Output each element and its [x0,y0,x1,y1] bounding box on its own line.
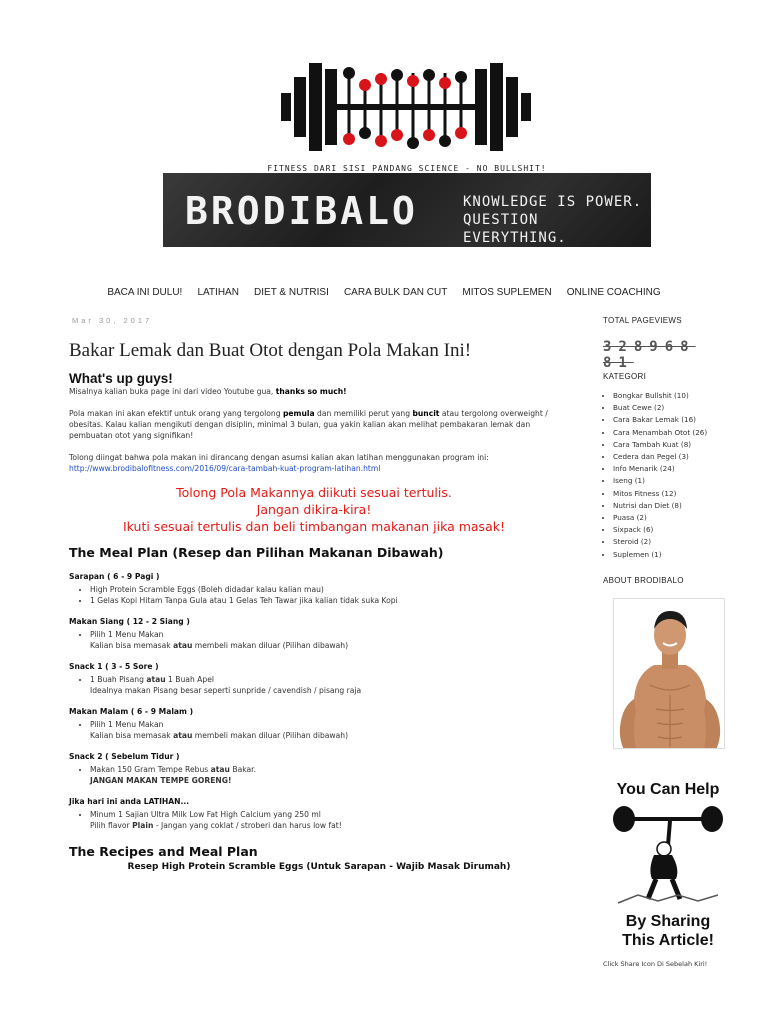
recipes-heading: The Recipes and Meal Plan [69,844,258,859]
greeting-heading: What's up guys! [69,371,173,386]
nav-item-online-coaching[interactable]: ONLINE COACHING [566,287,661,298]
post-date: Mar 30, 2017 [72,316,153,325]
slogan-line-1: KNOWLEDGE IS POWER. [463,194,643,210]
list-item [90,809,549,831]
pageviews-line-2: 81 [603,355,634,371]
meal-list-snack-2 [69,764,549,786]
category-link[interactable]: • Nutrisi dan Diet (8) [613,500,733,512]
program-paragraph [69,452,549,474]
category-link[interactable]: • Iseng (1) [613,475,733,487]
meal-list-makan-siang [69,629,549,651]
list-item [90,719,549,741]
meal-list-sarapan [69,584,549,606]
meal-list-makan-malam [69,719,549,741]
category-list [603,390,733,561]
program-link[interactable]: http://www.brodibalofitness.com/2016/09/cara-tambah-kuat-program-latihan.html [69,464,381,473]
para2-a: Pola makan ini akan efektif untuk orang yang tergolong [69,409,283,418]
sub-c: - Jangan yang coklat / stroberi dan harus low fat! [153,821,342,830]
nav-item-diet-nutrisi[interactable]: DIET & NUTRISI [254,287,329,298]
kategori-title: KATEGORI [603,372,647,381]
meal-heading-sarapan: Sarapan ( 6 - 9 Pagi ) [69,572,160,581]
item-subtext [90,820,549,831]
sub-a: Pilih flavor [90,821,133,830]
meal-list-latihan [69,809,549,831]
category-link[interactable]: • Cedera dan Pegel (3) [613,451,733,463]
list-item [90,764,549,786]
meal-plan-heading: The Meal Plan (Resep dan Pilihan Makanan Dibawah) [69,545,444,560]
category-link[interactable]: • Bongkar Bullshit (10) [613,390,733,402]
about-title: ABOUT BRODIBALO [603,575,684,585]
item-text: Pilih 1 Menu Makan [90,720,164,729]
category-link[interactable]: • Puasa (2) [613,512,733,524]
sub-bold: Plain [132,821,154,830]
slogan-line-2: QUESTION EVERYTHING. [463,212,567,246]
warning-block [79,484,549,535]
site-banner[interactable] [163,173,651,247]
item-subtext: Idealnya makan Pisang besar seperti sunpride / cavendish / pisang raja [90,686,362,695]
category-link[interactable]: • Info Menarik (24) [613,463,733,475]
meal-heading-makan-siang: Makan Siang ( 12 - 2 Siang ) [69,617,190,626]
warning-line-2: Jangan dikira-kira! [256,502,372,517]
category-link[interactable]: • Cara Tambah Kuat (8) [613,439,733,451]
nav-item-cara-bulk-dan-cut[interactable]: CARA BULK DAN CUT [343,287,448,298]
sub-a: Kalian bisa memasak [90,731,174,740]
post-title[interactable]: Bakar Lemak dan Buat Otot dengan Pola Makan Ini! [69,340,472,361]
nav-item-baca-ini-dulu[interactable]: BACA INI DULU! [107,287,183,298]
blog-post [69,316,549,872]
warning-line-1: Tolong Pola Makannya diikuti sesuai tertulis. [176,485,452,500]
para2-e: atau tergolong overweight / obesitas. Kalau kalian mengikuti dengan disiplin, minimal 3 bulan, gua yakin kalian akan melihat pembakaran lemak dan pembuatan otot yang signifikan! [69,409,548,440]
list-item: • 1 Gelas Kopi Hitam Tanpa Gula atau 1 Gelas Teh Tawar jika kalian tidak suka Kopi [90,595,549,606]
nav-item-mitos-suplemen[interactable]: MITOS SUPLEMEN [462,287,552,298]
sub-c: membeli makan diluar (Pilihan dibawah) [192,641,349,650]
about-photo[interactable] [613,598,725,749]
category-link[interactable]: • Sixpack (6) [613,524,733,536]
recipes-subheading: Resep High Protein Scramble Eggs (Untuk Sarapan - Wajib Masak Dirumah) [127,862,511,872]
site-slogan [463,193,651,247]
para2-c: dan memiliki perut yang [314,409,413,418]
category-link[interactable]: • Mitos Fitness (12) [613,488,733,500]
category-link[interactable]: • Steroid (2) [613,536,733,548]
intro-bold: thanks so much! [275,387,347,396]
para3-text: Tolong diingat bahwa pola makan ini dirancang dengan asumsi kalian akan latihan menggunakan program ini: [69,453,489,462]
main-nav [0,280,768,299]
share-line-2: This Article! [622,932,714,949]
site-header[interactable] [163,55,651,247]
share-note: Click Share Icon Di Sebelah Kiri! [603,960,708,968]
item-text: Minum 1 Sajian Ultra Milk Low Fat High Calcium yang 250 ml [90,810,321,819]
category-link[interactable]: • Buat Cewe (2) [613,402,733,414]
effectiveness-paragraph [69,408,549,441]
item-bold: atau [210,765,230,774]
pageviews-counter [603,339,733,371]
item-a: Makan 150 Gram Tempe Rebus [90,765,211,774]
meal-heading-snack-1: Snack 1 ( 3 - 5 Sore ) [69,662,159,671]
item-bold: atau [146,675,166,684]
category-link[interactable]: • Suplemen (1) [613,549,733,561]
avatar-icon [614,599,725,749]
sidebar [603,316,733,968]
site-brand: BRODIBALO [185,189,418,233]
pageviews-line-1: 328968 [603,339,696,355]
item-subtext [90,730,549,741]
item-subtext [90,640,549,651]
barbell-logo-icon [281,55,531,160]
share-promo[interactable] [608,781,728,961]
category-link[interactable]: • Cara Menambah Otot (26) [613,427,733,439]
meal-heading-snack-2: Snack 2 ( Sebelum Tidur ) [69,752,180,761]
category-link[interactable]: • Cara Bakar Lemak (16) [613,414,733,426]
site-tagline: FITNESS DARI SISI PANDANG SCIENCE - NO BULLSHIT! [267,164,547,173]
item-text: Pilih 1 Menu Makan [90,630,164,639]
item-subtext: JANGAN MAKAN TEMPE GORENG! [90,776,232,785]
share-title: You Can Help [616,781,720,798]
sub-c: membeli makan diluar (Pilihan dibawah) [192,731,349,740]
list-item [90,629,549,651]
meal-heading-makan-malam: Makan Malam ( 6 - 9 Malam ) [69,707,194,716]
nav-item-latihan[interactable]: LATIHAN [197,287,239,298]
sub-bold: atau [173,731,193,740]
item-a: 1 Buah Pisang [90,675,147,684]
share-call-to-action [608,912,728,950]
strongman-lifting-icon [608,799,728,909]
sub-a: Kalian bisa memasak [90,641,174,650]
meal-list-snack-1 [69,674,549,696]
warning-line-3: Ikuti sesuai tertulis dan beli timbangan makanan jika masak! [123,519,505,534]
pageviews-title: TOTAL PAGEVIEWS [603,316,682,325]
share-line-1: By Sharing [625,913,711,930]
para2-bold-pemula: pemula [282,409,315,418]
item-c: Bakar. [229,765,257,774]
intro-text: Misalnya kalian buka page ini dari video Youtube gua, [69,387,276,396]
sub-bold: atau [173,641,193,650]
list-item: • High Protein Scramble Eggs (Boleh didadar kalau kalian mau) [90,584,549,595]
meal-heading-latihan: Jika hari ini anda LATIHAN... [69,797,190,806]
list-item [90,674,549,696]
intro-paragraph [69,386,549,397]
item-c: 1 Buah Apel [165,675,214,684]
para2-bold-buncit: buncit [412,409,440,418]
